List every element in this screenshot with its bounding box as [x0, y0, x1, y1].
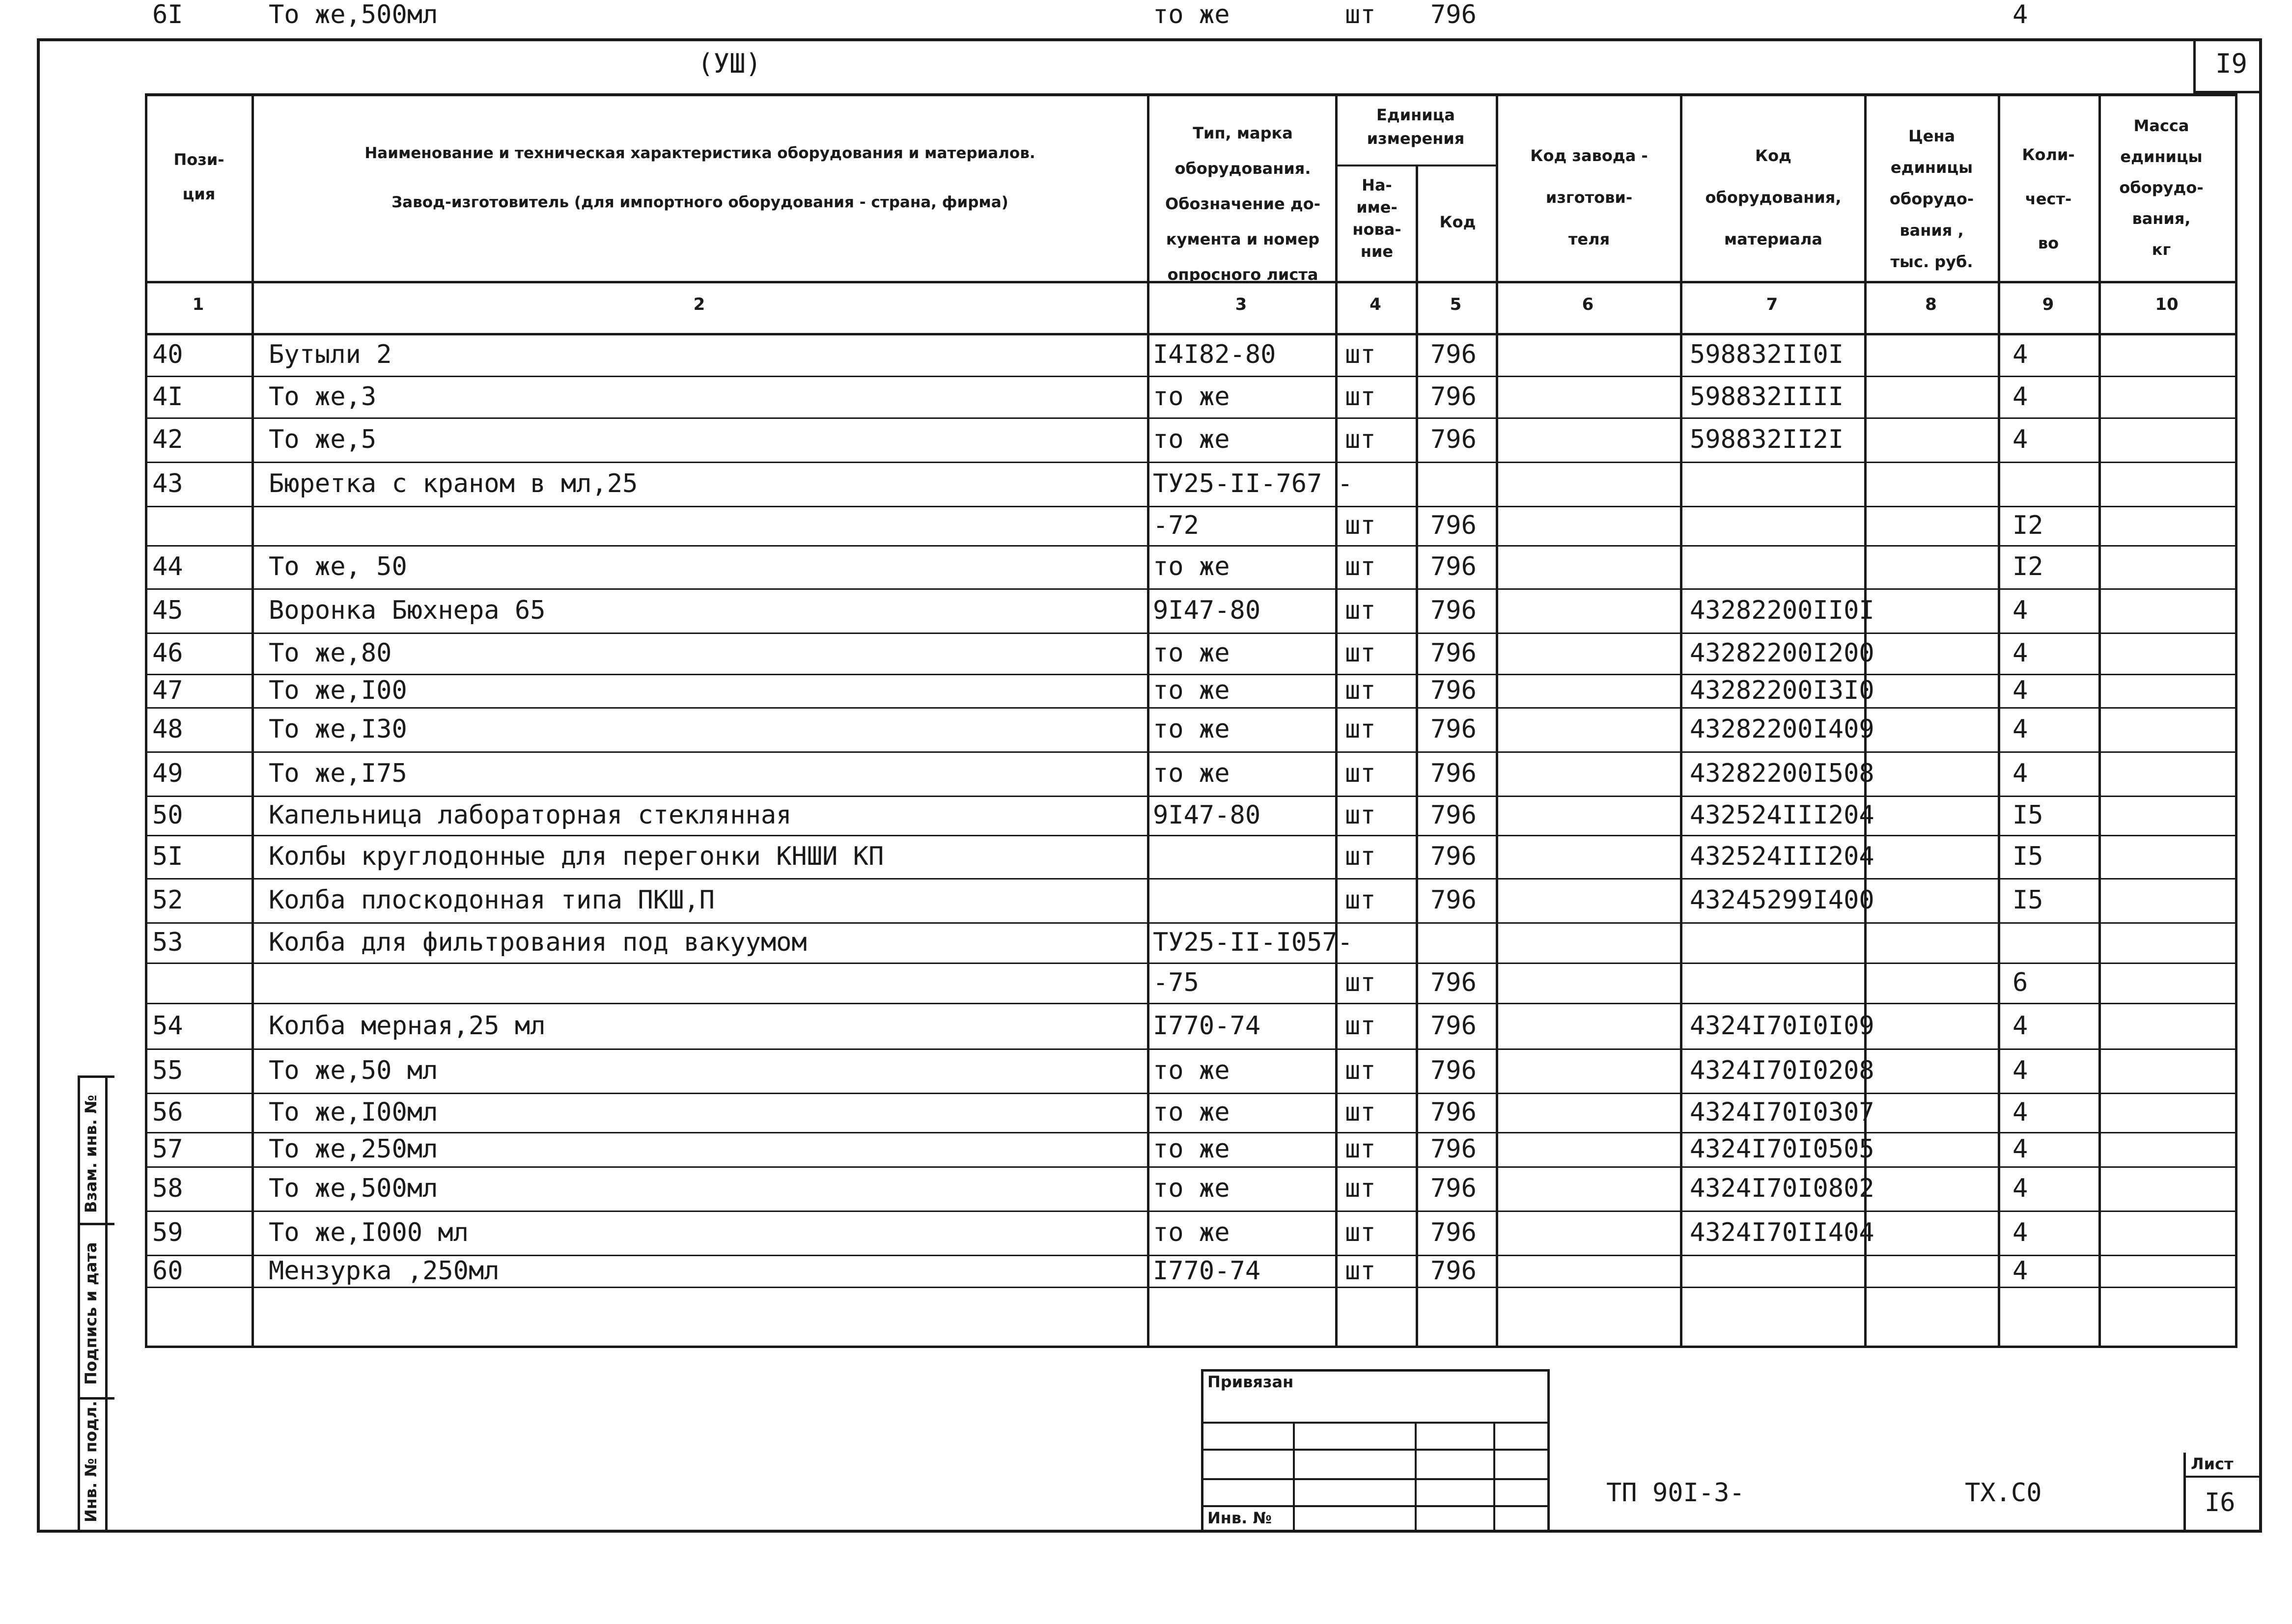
table-top-border: [145, 93, 2235, 96]
row-unit-code: 796: [1430, 1056, 1477, 1085]
row-material-code: 598832II2I: [1690, 425, 1844, 454]
row-line-1: [145, 417, 2235, 419]
row-unit-code: 796: [1430, 842, 1477, 871]
row-unit-code: 796: [1430, 715, 1477, 744]
row-type: то же: [1153, 1098, 1230, 1127]
row-position: 55: [152, 1056, 183, 1085]
row-name: То же,I00: [269, 676, 407, 705]
row-quantity: 4: [2012, 339, 2028, 369]
row-unit-code: 796: [1430, 511, 1477, 540]
row-quantity: 4: [2012, 1174, 2028, 1203]
row-material-code: 43282200II0I: [1690, 596, 1874, 625]
row-position: 50: [152, 800, 183, 830]
row-type: то же: [1153, 552, 1230, 581]
row-line-4: [145, 545, 2235, 547]
row-name: Капельница лабораторная стеклянная: [269, 800, 792, 830]
row-unit-name: шт: [1345, 968, 1376, 997]
column-number-1: 1: [192, 295, 204, 314]
row-unit-name: шт: [1345, 552, 1376, 581]
row-name: Колбы круглодонные для перегонки КНШИ КП: [269, 842, 884, 871]
row-name: То же,3: [269, 382, 377, 412]
row-name: Бутыли 2: [269, 339, 392, 369]
row-quantity: 4: [2012, 1011, 2028, 1041]
row-line-2: [145, 462, 2235, 463]
section-label: (УШ): [698, 48, 762, 79]
row-unit-name: шт: [1345, 1011, 1376, 1041]
row-type: то же: [1153, 1056, 1230, 1085]
header-material-code: Код оборудования, материала: [1705, 146, 1842, 248]
row-quantity: 4: [2012, 759, 2028, 788]
side-label-inv-podl: Инв. № подл.: [82, 1401, 100, 1522]
row-unit-name: шт: [1345, 1056, 1376, 1085]
row-quantity: I5: [2012, 842, 2043, 871]
row-unit-name: шт: [1345, 511, 1376, 540]
header-mass: Масса единицы оборудо- вания, кг: [2119, 116, 2204, 259]
row-quantity: I2: [2012, 511, 2043, 540]
row-material-code: 43282200I508: [1690, 759, 1874, 788]
row-unit-name: шт: [1345, 800, 1376, 830]
row-type: I770-74: [1153, 1256, 1261, 1286]
row-unit-name: шт: [1345, 842, 1376, 871]
row-unit-name: шт: [1345, 1134, 1376, 1164]
row-position: 56: [152, 1098, 183, 1127]
row-line-5: [145, 588, 2235, 590]
row-line-15: [145, 1003, 2235, 1004]
row-line-18: [145, 1132, 2235, 1133]
column-line-0: [145, 93, 147, 1348]
row-unit-code: 796: [1430, 1134, 1477, 1164]
side-label-vzam: Взам. инв. №: [82, 1095, 100, 1213]
row-type: 9I47-80: [1153, 800, 1261, 830]
row-position: 54: [152, 1011, 183, 1041]
row-line-0: [145, 376, 2235, 377]
row-line-10: [145, 796, 2235, 797]
column-number-6: 6: [1582, 295, 1594, 314]
column-line-8: [1998, 93, 2000, 1348]
row-name: Колба для фильтрования под вакуумом: [269, 928, 807, 957]
row-unit-code: 796: [1430, 676, 1477, 705]
row-material-code: 4324I70II404: [1690, 1218, 1874, 1247]
row-material-code: 43245299I400: [1690, 885, 1874, 915]
row-material-code: 43282200I409: [1690, 715, 1874, 744]
row-unit-code: 796: [1430, 552, 1477, 581]
row-quantity: 4: [2012, 715, 2028, 744]
row-name: То же, 50: [269, 552, 407, 581]
row-line-22: [145, 1287, 2235, 1288]
row-name: То же,500мл: [269, 1174, 438, 1203]
row-position: 40: [152, 339, 183, 369]
row-type: то же: [1153, 0, 1230, 29]
row-type: 9I47-80: [1153, 596, 1261, 625]
row-position: 60: [152, 1256, 183, 1286]
row-type: то же: [1153, 1218, 1230, 1247]
row-type: то же: [1153, 382, 1230, 412]
row-unit-name: шт: [1345, 638, 1376, 668]
row-unit-name: шт: [1345, 715, 1376, 744]
corner-sheet-number: I9: [2215, 48, 2248, 79]
row-type: ТУ25-II-I057-: [1153, 928, 1353, 957]
column-line-5: [1496, 93, 1498, 1348]
row-name: Колба мерная,25 мл: [269, 1011, 546, 1041]
row-name: То же,I75: [269, 759, 407, 788]
row-unit-code: 796: [1430, 638, 1477, 668]
row-type: то же: [1153, 638, 1230, 668]
row-material-code: 432524III204: [1690, 842, 1874, 871]
row-quantity: 4: [2012, 1056, 2028, 1085]
row-type: то же: [1153, 1134, 1230, 1164]
column-line-6: [1680, 93, 1682, 1348]
row-unit-code: 796: [1430, 968, 1477, 997]
row-position: 42: [152, 425, 183, 454]
column-number-7: 7: [1766, 295, 1778, 314]
stamp-doc-code: ТП 90I-3-: [1606, 1478, 1745, 1508]
row-line-19: [145, 1166, 2235, 1168]
row-unit-code: 796: [1430, 1256, 1477, 1286]
row-position: 4I: [152, 382, 183, 412]
header-factory-code: Код завода - изготови- теля: [1530, 146, 1648, 248]
row-unit-code: 796: [1430, 1098, 1477, 1127]
side-label-podpis: Подпись и дата: [82, 1242, 100, 1385]
row-type: то же: [1153, 715, 1230, 744]
row-quantity: 4: [2012, 676, 2028, 705]
row-unit-name: шт: [1345, 1174, 1376, 1203]
row-unit-code: 796: [1430, 800, 1477, 830]
row-line-13: [145, 922, 2235, 924]
stamp-inv-no: Инв. №: [1207, 1509, 1272, 1527]
row-line-7: [145, 674, 2235, 675]
column-number-2: 2: [693, 295, 705, 314]
column-line-1: [252, 93, 254, 1348]
row-quantity: 4: [2012, 1218, 2028, 1247]
row-position: 46: [152, 638, 183, 668]
column-number-5: 5: [1450, 295, 1462, 314]
stamp-privyazan: Привязан: [1207, 1373, 1294, 1391]
header-position: Пози- ция: [173, 150, 224, 203]
row-quantity: I2: [2012, 552, 2043, 581]
column-number-4: 4: [1370, 295, 1381, 314]
row-type: I770-74: [1153, 1011, 1261, 1041]
row-name: Мензурка ,250мл: [269, 1256, 500, 1286]
row-quantity: 4: [2012, 1134, 2028, 1164]
row-position: 53: [152, 928, 183, 957]
row-quantity: 6: [2012, 968, 2028, 997]
row-name: Колба плоскодонная типа ПКШ,П: [269, 885, 715, 915]
row-type: то же: [1153, 759, 1230, 788]
table-bottom-border: [145, 1346, 2235, 1348]
row-unit-code: 796: [1430, 759, 1477, 788]
column-number-10: 10: [2155, 295, 2179, 314]
row-line-16: [145, 1048, 2235, 1050]
row-unit-code: 796: [1430, 0, 1477, 29]
column-number-8: 8: [1925, 295, 1937, 314]
row-type: -72: [1153, 511, 1199, 540]
row-position: 43: [152, 469, 183, 498]
colnum-bottom-border: [145, 333, 2235, 335]
row-unit-name: шт: [1345, 676, 1376, 705]
row-unit-name: шт: [1345, 759, 1376, 788]
row-name: То же,250мл: [269, 1134, 438, 1164]
column-number-3: 3: [1235, 295, 1247, 314]
row-unit-code: 796: [1430, 1218, 1477, 1247]
row-line-6: [145, 633, 2235, 634]
row-material-code: 43282200I3I0: [1690, 676, 1874, 705]
row-material-code: 4324I70I0802: [1690, 1174, 1874, 1203]
row-material-code: 432524III204: [1690, 800, 1874, 830]
row-unit-name: шт: [1345, 382, 1376, 412]
row-line-20: [145, 1211, 2235, 1212]
row-line-9: [145, 751, 2235, 753]
header-quantity: Коли- чест- во: [2022, 145, 2075, 252]
row-material-code: 4324I70I0208: [1690, 1056, 1874, 1085]
row-name: То же,500мл: [269, 0, 438, 29]
row-quantity: 4: [2012, 382, 2028, 412]
row-quantity: I5: [2012, 885, 2043, 915]
row-unit-name: шт: [1345, 885, 1376, 915]
row-material-code: 4324I70I0307: [1690, 1098, 1874, 1127]
row-type: то же: [1153, 1174, 1230, 1203]
row-material-code: 43282200I200: [1690, 638, 1874, 668]
row-material-code: 598832IIII: [1690, 382, 1844, 412]
row-unit-code: 796: [1430, 425, 1477, 454]
row-position: 6I: [152, 0, 183, 29]
row-unit-name: шт: [1345, 0, 1376, 29]
row-unit-code: 796: [1430, 1174, 1477, 1203]
row-quantity: 4: [2012, 0, 2028, 29]
stamp-sheet-number: I6: [2205, 1488, 2236, 1517]
row-name: То же,50 мл: [269, 1056, 438, 1085]
row-position: 45: [152, 596, 183, 625]
header-name-line2: Завод-изготовитель (для импортного оборудования - страна, фирма): [391, 193, 1008, 211]
row-line-3: [145, 506, 2235, 507]
row-material-code: 4324I70I0505: [1690, 1134, 1874, 1164]
row-unit-name: шт: [1345, 1098, 1376, 1127]
row-line-12: [145, 878, 2235, 880]
row-unit-name: шт: [1345, 425, 1376, 454]
row-unit-code: 796: [1430, 382, 1477, 412]
row-unit-code: 796: [1430, 1011, 1477, 1041]
row-line-11: [145, 835, 2235, 836]
row-material-code: 4324I70I0I09: [1690, 1011, 1874, 1041]
row-line-8: [145, 707, 2235, 709]
row-unit-name: шт: [1345, 339, 1376, 369]
header-name-line1: Наименование и техническая характеристика оборудования и материалов.: [364, 144, 1035, 162]
column-line-4: [1416, 165, 1418, 1348]
row-unit-code: 796: [1430, 885, 1477, 915]
row-position: 59: [152, 1218, 183, 1247]
row-position: 58: [152, 1174, 183, 1203]
row-type: I4I82-80: [1153, 339, 1276, 369]
row-unit-name: шт: [1345, 596, 1376, 625]
row-unit-code: 796: [1430, 339, 1477, 369]
row-material-code: 598832II0I: [1690, 339, 1844, 369]
row-unit-name: шт: [1345, 1256, 1376, 1286]
row-line-17: [145, 1093, 2235, 1094]
column-line-9: [2098, 93, 2101, 1348]
column-number-9: 9: [2042, 295, 2054, 314]
row-name: То же,5: [269, 425, 377, 454]
header-unit-code: Код: [1439, 213, 1476, 231]
row-position: 52: [152, 885, 183, 915]
stamp-sheet-label: Лист: [2191, 1455, 2234, 1473]
row-type: -75: [1153, 968, 1199, 997]
row-quantity: 4: [2012, 1098, 2028, 1127]
row-name: То же,I000 мл: [269, 1218, 469, 1247]
column-line-10: [2235, 93, 2237, 1348]
row-quantity: 4: [2012, 425, 2028, 454]
row-type: то же: [1153, 425, 1230, 454]
header-unit: Единица измерения: [1367, 106, 1465, 148]
row-position: 49: [152, 759, 183, 788]
header-price: Цена единицы оборудо- вания , тыс. руб.: [1889, 127, 1974, 271]
row-quantity: 4: [2012, 596, 2028, 625]
row-position: 48: [152, 715, 183, 744]
row-line-14: [145, 963, 2235, 964]
header-type: Тип, марка оборудования. Обозначение до- кумента и номер опросного листа: [1165, 124, 1320, 284]
row-unit-name: шт: [1345, 1218, 1376, 1247]
row-position: 47: [152, 676, 183, 705]
row-name: Воронка Бюхнера 65: [269, 596, 546, 625]
row-unit-code: 796: [1430, 596, 1477, 625]
row-name: Бюретка с краном в мл,25: [269, 469, 638, 498]
row-quantity: 4: [2012, 638, 2028, 668]
row-quantity: I5: [2012, 800, 2043, 830]
row-position: 5I: [152, 842, 183, 871]
header-unit-name: На- име- нова- ние: [1352, 176, 1401, 261]
row-name: То же,80: [269, 638, 392, 668]
row-name: То же,I00мл: [269, 1098, 438, 1127]
row-quantity: 4: [2012, 1256, 2028, 1286]
row-type: то же: [1153, 676, 1230, 705]
stamp-section-code: ТХ.С0: [1965, 1478, 2042, 1508]
row-position: 44: [152, 552, 183, 581]
row-type: ТУ25-II-767 -: [1153, 469, 1353, 498]
row-position: 57: [152, 1134, 183, 1164]
row-name: То же,I30: [269, 715, 407, 744]
